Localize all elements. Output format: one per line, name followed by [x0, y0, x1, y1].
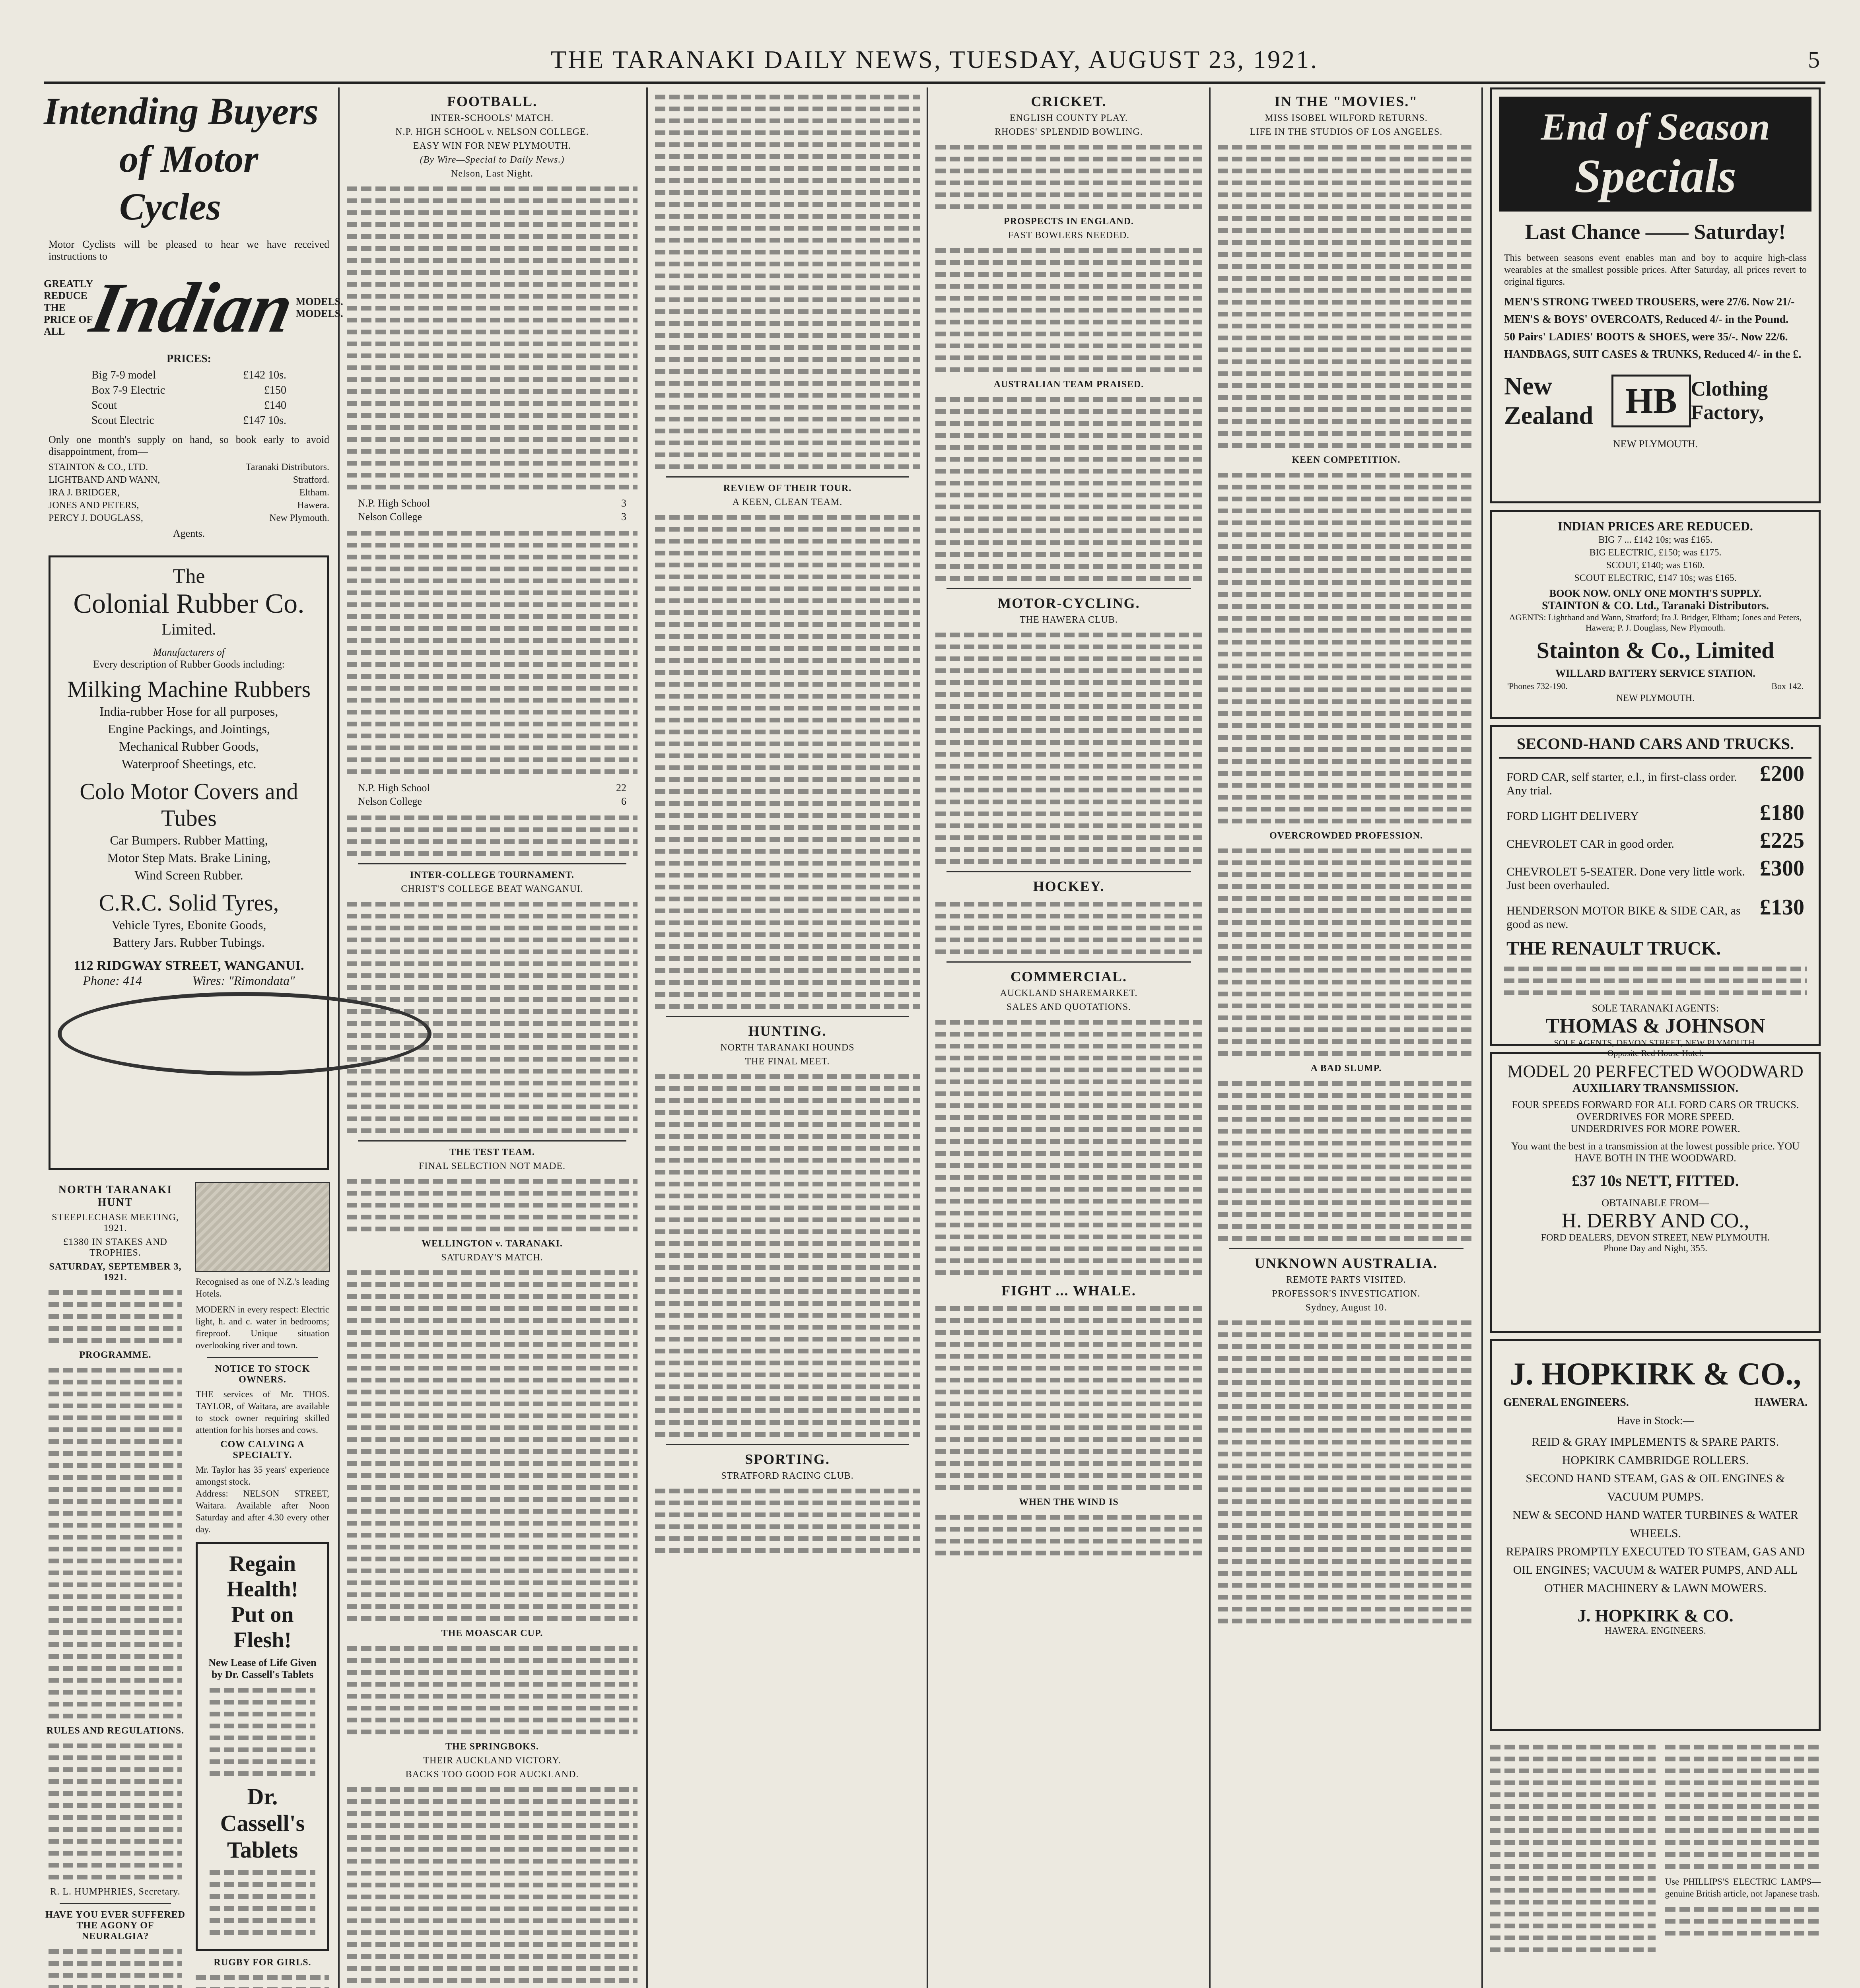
column-3	[650, 87, 925, 1988]
byline: (By Wire—Special to Daily News.)	[420, 155, 565, 165]
unknown-heading: UNKNOWN AUSTRALIA.	[1254, 1255, 1438, 1271]
model-price: £150	[264, 384, 286, 396]
subheading: THEIR AUCKLAND VICTORY.	[423, 1755, 561, 1766]
agent-name: JONES AND PETERS,	[49, 500, 139, 511]
list-item: Wind Screen Rubber.	[134, 868, 243, 882]
season-line2: Specials	[1574, 149, 1736, 202]
text-block	[1665, 1745, 1821, 1869]
aux-text: AUXILIARY TRANSMISSION.	[1572, 1081, 1739, 1095]
the-text: The	[173, 565, 205, 588]
subheading: FAST BOWLERS NEEDED.	[1008, 230, 1130, 241]
last-chance: Last Chance —— Saturday!	[1525, 220, 1786, 244]
dist-text: STAINTON & CO. Ltd., Taranaki Distributors.	[1542, 600, 1769, 612]
notice-exp: Mr. Taylor has 35 years' experience amongst stock.	[196, 1465, 329, 1487]
hunt-row	[44, 1178, 334, 1988]
text-block	[935, 145, 1202, 209]
agent-row	[49, 499, 329, 512]
nz-clothing-row	[1504, 371, 1807, 430]
thomas-johnson: THOMAS & JOHNSON	[1545, 1015, 1765, 1037]
price-line: BIG ELECTRIC, £150; was £175.	[1589, 547, 1722, 558]
subheading: THE SPRINGBOKS.	[445, 1741, 539, 1752]
subheading: OVERCROWDED PROFESSION.	[1269, 831, 1423, 841]
movies-heading: IN THE "MOVIES."	[1274, 93, 1418, 109]
subheading: WHEN THE WIND IS	[1019, 1497, 1119, 1507]
list-item: Waterproof Sheetings, etc.	[121, 757, 257, 771]
agent-name: PERCY J. DOUGLASS,	[49, 513, 143, 523]
hopkirk-item: NEW & SECOND HAND WATER TURBINES & WATER WHEELS.	[1512, 1508, 1798, 1540]
subheading: A BAD SLUMP.	[1310, 1063, 1382, 1074]
text-block	[49, 1743, 182, 1879]
woodward-advert	[1490, 1052, 1821, 1333]
makers-text: Manufacturers of	[153, 646, 225, 658]
car-price: £130	[1760, 895, 1804, 920]
car-price: £225	[1760, 828, 1804, 853]
hopkirk-advert	[1490, 1339, 1821, 1731]
score-row	[358, 510, 626, 524]
season-advert	[1490, 87, 1821, 503]
subheading: BACKS TOO GOOD FOR AUCKLAND.	[405, 1769, 579, 1780]
model-price: £142 10s.	[243, 369, 286, 381]
hopkirk-name: J. HOPKIRK & CO.,	[1509, 1357, 1802, 1392]
list-item: Battery Jars. Rubber Tubings.	[113, 935, 265, 949]
text-block	[655, 1489, 920, 1553]
subheading: AUCKLAND SHAREMARKET.	[1000, 988, 1138, 998]
hb-logo: HB	[1611, 375, 1691, 427]
subheading: RHODES' SPLENDID BOWLING.	[995, 127, 1143, 137]
commercial-heading: COMMERCIAL.	[1011, 969, 1127, 984]
company-name: Colonial Rubber Co.	[73, 588, 305, 619]
price-text: £37 10s NETT, FITTED.	[1572, 1172, 1739, 1190]
brand-row	[44, 266, 343, 349]
agent-row	[49, 512, 329, 524]
text-block	[210, 1688, 315, 1776]
subheading: THE FINAL MEET.	[745, 1056, 830, 1067]
text-block	[655, 95, 920, 469]
list-item: Vehicle Tyres, Ebonite Goods,	[111, 918, 266, 932]
subheading: PROSPECTS IN ENGLAND.	[1003, 216, 1134, 227]
indian-advert	[44, 87, 343, 540]
subheading: CHRIST'S COLLEGE BEAT WANGANUI.	[401, 884, 583, 894]
price-row	[91, 398, 286, 413]
want-text: You want the best in a transmission at the lowest possible price. YOU HAVE BOTH IN THE WOODWARD.	[1511, 1140, 1800, 1164]
cassell-advert	[196, 1542, 329, 1951]
crc-heading: C.R.C. Solid Tyres,	[99, 890, 279, 916]
hockey-heading: HOCKEY.	[1033, 878, 1105, 894]
price-row	[91, 368, 286, 383]
sporting-heading: SPORTING.	[745, 1451, 830, 1467]
hopkirk-footer2: HAWERA. ENGINEERS.	[1605, 1626, 1706, 1636]
rubber-list	[58, 703, 320, 773]
hopkirk-item: HOPKIRK CAMBRIDGE ROLLERS.	[1562, 1454, 1749, 1467]
station-text: WILLARD BATTERY SERVICE STATION.	[1555, 668, 1755, 679]
contact-row	[58, 973, 320, 988]
hunt-stakes: £1380 IN STAKES AND TROPHIES.	[63, 1237, 167, 1258]
text-block	[655, 1074, 920, 1437]
right-articles	[1660, 1738, 1826, 1959]
indian-lines	[1499, 534, 1811, 584]
hunting-heading: HUNTING.	[748, 1023, 827, 1039]
car-price: £180	[1760, 800, 1804, 825]
over-text: OVERDRIVES FOR MORE SPEED.	[1576, 1111, 1734, 1122]
text-block	[935, 1515, 1202, 1555]
hunt-advert	[44, 1178, 187, 1988]
subheading: STRATFORD RACING CLUB.	[721, 1471, 854, 1481]
model-price: £147 10s.	[243, 414, 286, 427]
season-banner	[1499, 97, 1811, 212]
season-items	[1504, 293, 1807, 363]
subheading: N.P. HIGH SCHOOL v. NELSON COLLEGE.	[395, 127, 589, 137]
subheading: NORTH TARANAKI HOUNDS	[720, 1043, 855, 1053]
book-text: BOOK NOW. ONLY ONE MONTH'S SUPPLY.	[1549, 588, 1762, 599]
text-block	[1504, 967, 1807, 995]
colo-heading: Colo Motor Covers and Tubes	[80, 779, 298, 831]
team-points: 3	[621, 497, 626, 509]
car-item: FORD CAR, self starter, e.l., in first-class order. Any trial.	[1506, 771, 1737, 797]
price-list	[91, 368, 286, 428]
text-block	[935, 1306, 1202, 1490]
subheading: LIFE IN THE STUDIOS OF LOS ANGELES.	[1250, 127, 1443, 137]
list-item: Engine Packings, and Jointings,	[108, 722, 270, 736]
ad-heading: MODEL 20 PERFECTED WOODWARD	[1507, 1062, 1804, 1081]
price-line: SCOUT ELECTRIC, £147 10s; was £165.	[1574, 573, 1737, 583]
stock-text: Have in Stock:—	[1617, 1415, 1694, 1427]
tyre-list	[58, 916, 320, 951]
column-rule	[646, 87, 648, 1988]
rules-heading: RULES AND REGULATIONS.	[46, 1726, 185, 1736]
hopkirk-item: REPAIRS PROMPTLY EXECUTED TO STEAM, GAS AND OIL ENGINES; VACUUM & WATER PUMPS, AND ALL OTHER MACHINERY & LAWN MOWERS.	[1506, 1545, 1805, 1595]
models-text: MODELS. MODELS.	[295, 295, 343, 319]
hotel-illustration	[195, 1182, 330, 1272]
cricket-heading: CRICKET.	[1031, 93, 1107, 109]
list-item: Motor Step Mats. Brake Lining,	[107, 850, 271, 865]
text-block	[347, 531, 637, 774]
secretary: R. L. HUMPHRIES, Secretary.	[50, 1887, 181, 1897]
rugby-girls-heading: RUGBY FOR GIRLS.	[214, 1957, 311, 1968]
team-points: 22	[616, 782, 626, 794]
hopkirk-sub	[1503, 1396, 1808, 1409]
subheading: REVIEW OF THEIR TOUR.	[723, 483, 852, 493]
text-block	[935, 902, 1202, 954]
regain-heading: Regain Health!	[226, 1551, 299, 1602]
headline: of Motor Cycles	[119, 138, 258, 228]
hunt-date: SATURDAY, SEPTEMBER 3, 1921.	[49, 1262, 182, 1283]
season-item: 50 Pairs' LADIES' BOOTS & SHOES, were 35/-. Now 22/6.	[1504, 331, 1788, 343]
hopkirk-item: SECOND HAND STEAM, GAS & OIL ENGINES & VACUUM PUMPS.	[1526, 1472, 1785, 1503]
column-6	[1485, 87, 1825, 1988]
subheading: A KEEN, CLEAN TEAM.	[732, 497, 843, 507]
bottom-articles	[1485, 1738, 1825, 1959]
text-block	[1490, 1738, 1656, 1959]
colonial-rubber-advert	[49, 555, 329, 1170]
price-row	[91, 383, 286, 398]
address: 112 RIDGWAY STREET, WANGANUI.	[74, 958, 304, 973]
agent-place: Taranaki Distributors.	[245, 462, 329, 472]
hopkirk-item: REID & GRAY IMPLEMENTS & SPARE PARTS.	[1532, 1435, 1779, 1448]
opp-text: Opposite Red House Hotel.	[1607, 1048, 1704, 1058]
score-row	[358, 497, 626, 510]
text-block	[347, 1646, 637, 1734]
price-line: SCOUT, £140; was £160.	[1606, 560, 1705, 571]
text-block	[210, 1870, 315, 1935]
agent-row	[49, 461, 329, 474]
price-line: BIG 7 ... £142 10s; was £165.	[1598, 535, 1712, 545]
team-points: 3	[621, 511, 626, 522]
text-block	[347, 815, 637, 856]
text-block	[935, 1020, 1202, 1275]
supply-note: Only one month's supply on hand, so book early to avoid disappointment, from—	[49, 434, 329, 457]
intro-text: Motor Cyclists will be pleased to hear we have received instructions to	[49, 239, 329, 262]
subheading: INTER-COLLEGE TOURNAMENT.	[410, 870, 575, 880]
text-block	[1218, 1081, 1475, 1241]
car-row	[1506, 828, 1804, 853]
text-block	[49, 1290, 182, 1343]
text-block	[1218, 1320, 1475, 1623]
subheading: EASY WIN FOR NEW PLYMOUTH.	[413, 141, 571, 151]
subheading: SALES AND QUOTATIONS.	[1006, 1002, 1131, 1012]
place-text: NEW PLYMOUTH.	[1616, 693, 1695, 703]
hopkirk-footer: J. HOPKIRK & CO.	[1577, 1606, 1734, 1625]
text-block	[49, 1949, 182, 1988]
under-text: UNDERDRIVES FOR MORE POWER.	[1570, 1123, 1740, 1134]
text-block	[347, 1179, 637, 1231]
phone-row	[1507, 681, 1804, 691]
hotel-caption: Recognised as one of N.Z.'s leading Hotels.	[196, 1277, 329, 1299]
prices-label: PRICES:	[166, 353, 211, 365]
text-block	[655, 515, 920, 1009]
column-2	[342, 87, 642, 1988]
town-text: HAWERA.	[1754, 1396, 1808, 1409]
gen-text: GENERAL ENGINEERS.	[1503, 1396, 1629, 1409]
ad-heading: SECOND-HAND CARS AND TRUCKS.	[1499, 734, 1811, 759]
hunt-title: NORTH TARANAKI HUNT	[58, 1184, 173, 1209]
reduce-text: GREATLY REDUCE THE PRICE OF ALL	[44, 278, 93, 337]
text-block	[347, 1787, 637, 1988]
list-item: Mechanical Rubber Goods,	[119, 739, 259, 753]
programme-heading: PROGRAMME.	[79, 1350, 152, 1360]
agent-place: Eltham.	[299, 487, 329, 498]
list-item: Car Bumpers. Rubber Matting,	[110, 833, 268, 847]
text-block	[935, 397, 1202, 581]
phone: Phone: 414	[83, 973, 142, 988]
season-item: MEN'S & BOYS' OVERCOATS, Reduced 4/- in the Pound.	[1504, 313, 1789, 326]
cars-advert	[1490, 725, 1821, 1058]
four-text: FOUR SPEEDS FORWARD FOR ALL FORD CARS OR TRUCKS.	[1512, 1099, 1799, 1110]
car-row	[1506, 895, 1804, 931]
derby-addr: FORD DEALERS, DEVON STREET, NEW PLYMOUTH.	[1541, 1233, 1770, 1243]
sole-text: SOLE TARANAKI AGENTS:	[1592, 1002, 1719, 1014]
right-subcolumn	[191, 1178, 334, 1988]
text-block	[1218, 848, 1475, 1056]
subheading: INTER-SCHOOLS' MATCH.	[430, 113, 554, 123]
flesh-heading: Put on Flesh!	[231, 1602, 294, 1652]
score-row	[358, 795, 626, 808]
agent-name: STAINTON & CO., LTD.	[49, 462, 148, 472]
text-block	[196, 1975, 329, 1988]
model-name: Scout Electric	[91, 414, 154, 427]
season-item: HANDBAGS, SUIT CASES & TRUNKS, Reduced 4/- in the £.	[1504, 348, 1802, 361]
agents-list	[49, 461, 329, 524]
phone-text: 'Phones 732-190.	[1507, 681, 1568, 691]
column-4	[931, 87, 1207, 1988]
text-block	[1218, 473, 1475, 823]
addr-text: SOLE AGENTS, DEVON STREET, NEW PLYMOUTH.	[1554, 1038, 1757, 1048]
hotel-text: MODERN in every respect: Electric light, h. and c. water in bedrooms; fireproof. Unique situation overlooking river and town.	[196, 1305, 329, 1350]
car-row	[1506, 856, 1804, 892]
agents-label: Agents.	[173, 528, 205, 539]
model-name: Box 7-9 Electric	[91, 384, 165, 396]
column-rule	[1209, 87, 1211, 1988]
car-price: £300	[1760, 856, 1804, 881]
team-name: Nelson College	[358, 511, 422, 522]
car-item: HENDERSON MOTOR BIKE & SIDE CAR, as good as new.	[1506, 904, 1741, 931]
score-table	[358, 781, 626, 808]
column-1	[44, 87, 343, 1988]
price-row	[91, 413, 286, 428]
every-text: Every description of Rubber Goods including:	[93, 658, 285, 670]
limited-text: Limited.	[161, 620, 216, 638]
nz-text: New Zealand	[1504, 372, 1594, 429]
subheading: PROFESSOR'S INVESTIGATION.	[1272, 1289, 1421, 1299]
subheading: THE TEST TEAM.	[449, 1147, 535, 1157]
model-name: Big 7-9 model	[91, 369, 156, 381]
place-text: NEW PLYMOUTH.	[1613, 438, 1698, 450]
agent-name: LIGHTBAND AND WANN,	[49, 475, 160, 485]
model-price: £140	[264, 399, 286, 412]
motor-heading: MOTOR-CYCLING.	[997, 595, 1140, 611]
ad-heading: INDIAN PRICES ARE REDUCED.	[1558, 519, 1753, 533]
team-name: Nelson College	[358, 796, 422, 807]
season-intro: This between seasons event enables man and boy to acquire high-class wearables at the smallest possible prices. After Saturday, all prices revert to original figures.	[1504, 253, 1807, 287]
cassell-name: Dr. Cassell's Tablets	[220, 1784, 305, 1863]
obt-text: OBTAINABLE FROM—	[1602, 1197, 1709, 1209]
text-block	[1218, 145, 1475, 448]
column-rule	[1481, 87, 1483, 1988]
score-row	[358, 781, 626, 795]
agent-place: New Plymouth.	[269, 513, 329, 523]
subheading: KEEN COMPETITION.	[1292, 455, 1401, 465]
subheading: ENGLISH COUNTY PLAY.	[1009, 113, 1128, 123]
renault-heading: THE RENAULT TRUCK.	[1506, 938, 1721, 959]
subheading: WELLINGTON v. TARANAKI.	[421, 1239, 563, 1249]
factory-text: Clothing Factory,	[1691, 378, 1768, 424]
football-heading: FOOTBALL.	[447, 93, 538, 109]
text-block	[347, 1270, 637, 1621]
hunt-meeting: STEEPLECHASE MEETING, 1921.	[52, 1212, 179, 1233]
team-points: 6	[621, 796, 626, 807]
agent-place: Stratford.	[293, 475, 329, 485]
derby-phone: Phone Day and Night, 355.	[1603, 1243, 1708, 1254]
lease-text: New Lease of Life Given by Dr. Cassell's Tablets	[208, 1657, 317, 1680]
text-block	[935, 248, 1202, 372]
agent-place: Hawera.	[297, 500, 329, 511]
text-block	[347, 902, 637, 1133]
masthead	[44, 38, 1825, 84]
neuralgia-heading: HAVE YOU EVER SUFFERED THE AGONY OF NEURALGIA?	[45, 1910, 186, 1941]
car-item: CHEVROLET 5-SEATER. Done very little work. Just been overhauled.	[1506, 865, 1745, 892]
list-item: India-rubber Hose for all purposes,	[99, 704, 278, 718]
car-price: £200	[1760, 761, 1804, 786]
car-list	[1499, 761, 1811, 931]
indian-logo: Indian	[84, 268, 300, 347]
team-name: N.P. High School	[358, 782, 430, 794]
score-table	[358, 497, 626, 524]
subheading: AUSTRALIAN TEAM PRAISED.	[993, 379, 1144, 390]
cow-heading: COW CALVING A SPECIALTY.	[220, 1439, 305, 1460]
hopkirk-items	[1499, 1433, 1811, 1598]
notice-heading: NOTICE TO STOCK OWNERS.	[215, 1364, 310, 1385]
fight-heading: FIGHT ... WHALE.	[1001, 1283, 1136, 1299]
milking-heading: Milking Machine Rubbers	[67, 676, 311, 702]
team-name: N.P. High School	[358, 497, 430, 509]
car-row	[1506, 761, 1804, 798]
car-row	[1506, 800, 1804, 825]
subheading: FINAL SELECTION NOT MADE.	[419, 1161, 566, 1171]
wires: Wires: "Rimondata"	[192, 973, 295, 988]
motor-list	[58, 831, 320, 884]
model-name: Scout	[91, 399, 117, 412]
subheading: THE MOASCAR CUP.	[441, 1628, 543, 1639]
text-block	[1665, 1907, 1821, 1936]
phillips-text: Use PHILLIPS'S ELECTRIC LAMPS—genuine British article, not Japanese trash.	[1665, 1877, 1821, 1899]
car-item: CHEVROLET CAR in good order.	[1506, 837, 1674, 850]
box-text: Box 142.	[1771, 681, 1804, 691]
season-item: MEN'S STRONG TWEED TROUSERS, were 27/6. Now 21/-	[1504, 296, 1795, 308]
text-block	[935, 633, 1202, 864]
dateline: Nelson, Last Night.	[451, 169, 533, 179]
text-block	[347, 186, 637, 489]
stainton-advert	[1490, 510, 1821, 719]
page-number: 5	[1808, 47, 1821, 73]
stainton-name: Stainton & Co., Limited	[1536, 637, 1774, 663]
subheading: THE HAWERA CLUB.	[1020, 615, 1118, 625]
notice-text: THE services of Mr. THOS. TAYLOR, of Waitara, are available to stock owner requiring skilled attention for his horses and cows.	[196, 1389, 329, 1435]
agent-row	[49, 486, 329, 499]
agent-row	[49, 474, 329, 486]
notice-addr: Address: NELSON STREET, Waitara. Available after Noon Saturday and after 4.30 every other day.	[196, 1489, 329, 1534]
masthead-title: THE TARANAKI DAILY NEWS, TUESDAY, AUGUST 23, 1921.	[550, 45, 1319, 74]
derby-name: H. DERBY AND CO.,	[1561, 1209, 1749, 1232]
dateline: Sydney, August 10.	[1305, 1303, 1387, 1313]
agents-text: AGENTS: Lightband and Wann, Stratford; Ira J. Bridger, Eltham; Jones and Peters, Hawera; P. J. Douglass, New Plymouth.	[1509, 612, 1802, 633]
column-rule	[927, 87, 928, 1988]
season-line1: End of Season	[1541, 105, 1770, 148]
text-block	[49, 1368, 182, 1718]
car-item: FORD LIGHT DELIVERY	[1506, 810, 1639, 823]
column-5	[1213, 87, 1479, 1988]
agent-name: IRA J. BRIDGER,	[49, 487, 120, 498]
subheading: SATURDAY'S MATCH.	[441, 1252, 543, 1263]
subheading: MISS ISOBEL WILFORD RETURNS.	[1265, 113, 1428, 123]
headline: Intending Buyers	[44, 90, 319, 132]
subheading: REMOTE PARTS VISITED.	[1286, 1275, 1406, 1285]
